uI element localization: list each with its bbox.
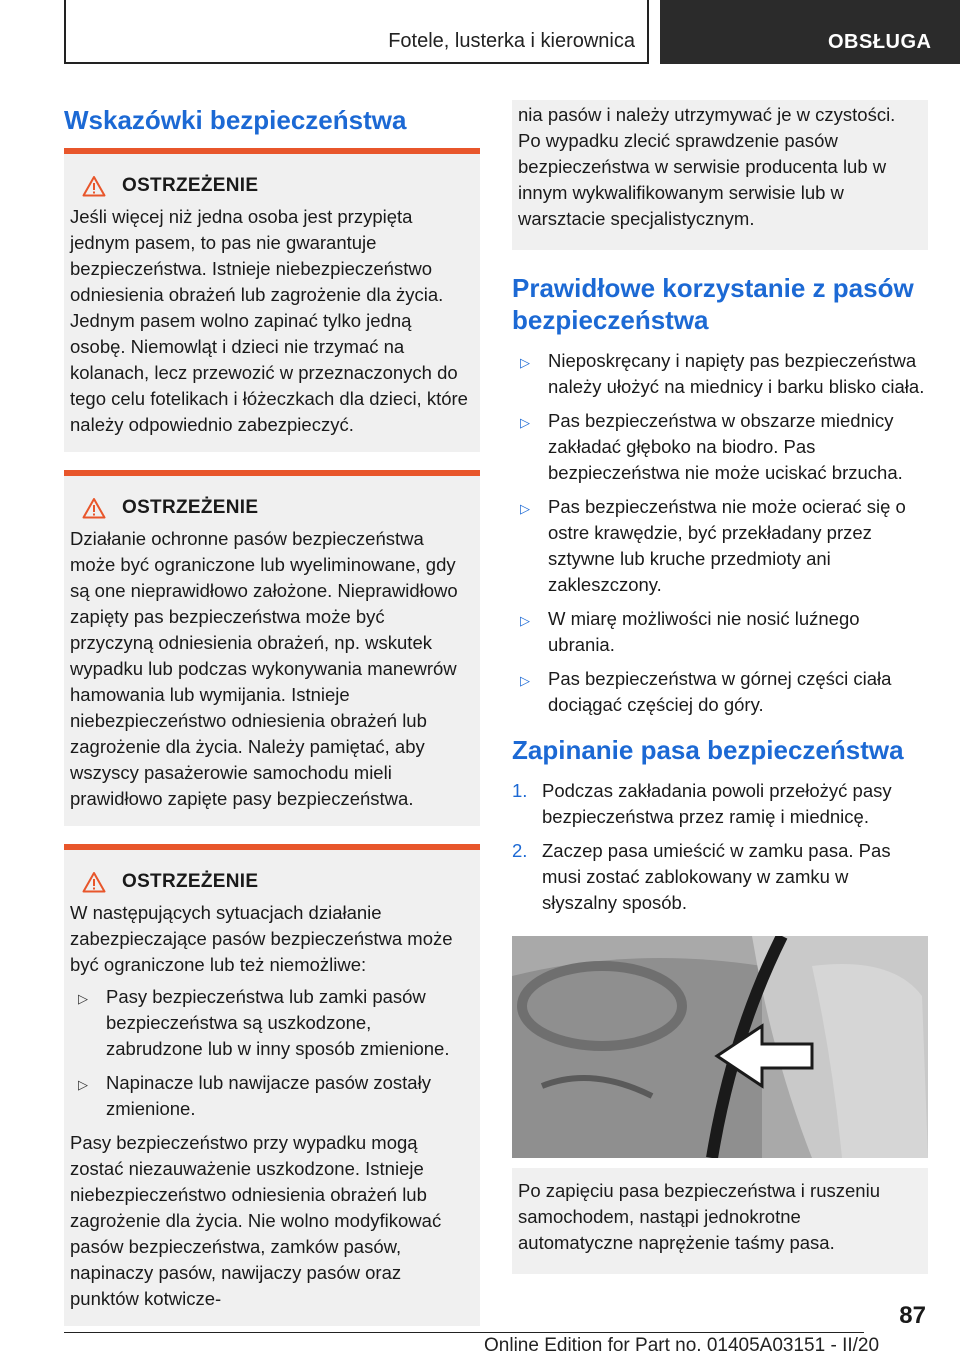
left-column bbox=[64, 100, 480, 1326]
proper-use-list bbox=[512, 348, 928, 718]
header-chapter-title: OBSŁUGA bbox=[828, 31, 932, 53]
triangle-bullet-icon: ▷ bbox=[520, 355, 530, 370]
warning-text: Działanie ochronne pasów bezpieczeństwa może być ograniczone lub wyeliminowane, gdy są one nieprawidłowo założone. Nieprawidłowo zapięty pas bezpieczeństwa może być przyczyną odniesienia obrażeń, np. wskutek wypadku lub podczas wykonywania manewrów hamowania lub wymijania. Istnieje niebezpieczeństwo odniesienia obrażeń lub zagrożenie dla życia. Należy pamiętać, aby wszyscy pasażerowie samochodu mieli prawidłowo zapięte pasy bezpieczeństwa. bbox=[70, 528, 458, 809]
warning-text: Jeśli więcej niż jedna osoba jest przypięta jednym pasem, to pas nie gwarantuje bezpieczeństwa. Istnieje niebezpieczeństwo odniesienia obrażeń lub zagrożenie dla życia. Jednym pasem wolno zapinać tylko jedną osobę. Niemowląt i dzieci nie trzymać na kolanach, lecz przewozić w przeznaczonych do tego celu fotelikach i łóżeczkach dla dzieci, które należy odpowiednio zabezpieczyć. bbox=[70, 206, 468, 435]
warning-outro: Pasy bezpieczeństwo przy wypadku mogą zostać niezauważenie uszkodzone. Istnieje niebezpieczeństwo odniesienia obrażeń lub zagrożenie dla życia. Nie wolno modyfikować pasów bezpieczeństwa, zamków pasów, napinaczy pasów, nawijaczy pasów oraz punktów kotwicze- bbox=[70, 1132, 442, 1309]
list-item: ▷ Pas bezpieczeństwa nie może ocierać się o ostre krawędzie, być przekładany przez sztywne lub kruche przedmioty ani zakleszczony. bbox=[520, 496, 906, 595]
triangle-bullet-icon: ▷ bbox=[520, 415, 530, 430]
header-section-title: Fotele, lusterka i kierownica bbox=[388, 30, 635, 52]
header-section-box bbox=[64, 0, 649, 64]
list-item: ▷ Pasy bezpieczeństwa lub zamki pasów bezpieczeństwa są uszkodzone, zabrudzone lub w inny sposób zmienione. bbox=[78, 986, 450, 1059]
warning-box-1 bbox=[64, 148, 480, 452]
triangle-bullet-icon: ▷ bbox=[520, 613, 530, 628]
footer-edition: Online Edition for Part no. 01405A03151 - II/20 bbox=[484, 1335, 880, 1356]
list-item: ▷ Pas bezpieczeństwa w obszarze miednicy zakładać głęboko na biodro. Pas bezpieczeństwa nie może uciskać brzucha. bbox=[520, 410, 903, 483]
header-chapter-box bbox=[660, 0, 960, 64]
photo-caption: Po zapięciu pasa bezpieczeństwa i ruszeniu samochodem, nastąpi jednokrotne automatyczne naprężenie taśmy pasa. bbox=[512, 1168, 928, 1274]
warning-list bbox=[70, 984, 472, 1122]
triangle-bullet-icon: ▷ bbox=[78, 1077, 88, 1092]
warning-triangle-icon bbox=[82, 497, 106, 519]
step-item: 2. Zaczep pasa umieścić w zamku pasa. Pas musi zostać zablokowany w zamku w słyszalny sposób. bbox=[512, 840, 891, 913]
list-item: ▷ Napinacze lub nawijacze pasów zostały zmienione. bbox=[78, 1072, 431, 1119]
triangle-bullet-icon: ▷ bbox=[520, 501, 530, 516]
right-column bbox=[512, 100, 928, 1274]
warning-box-2 bbox=[64, 470, 480, 826]
list-item: ▷ Pas bezpieczeństwa w górnej części ciała dociągać częściej do góry. bbox=[520, 668, 892, 715]
step-item: 1. Podczas zakładania powoli przełożyć pasy bezpieczeństwa przez ramię i miednicę. bbox=[512, 780, 892, 827]
seatbelt-photo bbox=[512, 936, 928, 1158]
warning-triangle-icon bbox=[82, 175, 106, 197]
fastening-heading: Zapinanie pasa bezpieczeństwa bbox=[512, 735, 904, 765]
fastening-steps bbox=[512, 778, 928, 916]
list-item: ▷ Nieposkręcany i napięty pas bezpieczeństwa należy ułożyć na miednicy i barku blisko ciała. bbox=[520, 350, 925, 397]
triangle-bullet-icon: ▷ bbox=[78, 991, 88, 1006]
seatbelt-illustration bbox=[512, 936, 928, 1158]
triangle-bullet-icon: ▷ bbox=[520, 673, 530, 688]
warning-triangle-icon bbox=[82, 871, 106, 893]
warning-intro: W następujących sytuacjach działanie zabezpieczające pasów bezpieczeństwa może być ograniczone lub też niemożliwe: bbox=[70, 902, 453, 975]
list-item: ▷ W miarę możliwości nie nosić luźnego ubrania. bbox=[520, 608, 860, 655]
warning-box-3 bbox=[64, 844, 480, 1326]
warning-title: OSTRZEŻENIE bbox=[122, 175, 259, 196]
warning-continuation: nia pasów i należy utrzymywać je w czystości. Po wypadku zlecić sprawdzenie pasów bezpieczeństwa w serwisie producenta lub w innym wykwalifikowanym serwisie lub w warsztacie specjalistycznym. bbox=[512, 100, 928, 250]
proper-use-heading: Prawidłowe korzystanie z pasów bezpieczeństwa bbox=[512, 273, 914, 335]
warning-title: OSTRZEŻENIE bbox=[122, 497, 259, 518]
page-number: 87 bbox=[899, 1302, 926, 1329]
safety-tips-heading: Wskazówki bezpieczeństwa bbox=[64, 105, 407, 135]
warning-title: OSTRZEŻENIE bbox=[122, 871, 259, 892]
footer-divider bbox=[64, 1332, 864, 1333]
